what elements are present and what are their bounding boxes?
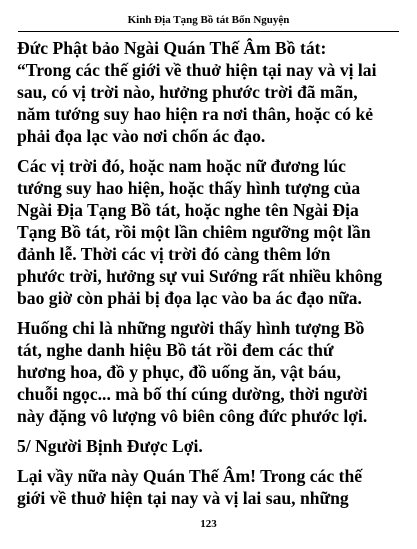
paragraph-1: Đức Phật bảo Ngài Quán Thế Âm Bồ tát: “Trong các thế giới về thuở hiện tại nay và vị lai sau, có vị trời nào, hưởng phước trời đã mãn, năm tướng suy hao hiện ra nơi thân, hoặc có kẻ phải đọa lạc vào nơi chốn ác đạo. xyxy=(17,38,377,146)
page-number: 123 xyxy=(200,518,217,530)
paragraph-4: Lại vầy nữa này Quán Thế Âm! Trong các thế giới về thuở hiện tại nay và vị lai sau, những xyxy=(17,466,363,508)
section-heading: 5/ Người Bịnh Được Lợi. xyxy=(17,436,203,456)
paragraph-3: Huống chi là những người thấy hình tượng Bồ tát, nghe danh hiệu Bồ tát rồi đem các thứ hương hoa, đồ y phục, đồ uống ăn, vật báu, chuỗi ngọc... mà bố thí cúng dường, thời người này đặng vô lượng vô biên công đức phước lợi. xyxy=(17,318,368,426)
running-header: Kinh Địa Tạng Bồ tát Bổn Nguyện xyxy=(127,14,290,26)
body-text xyxy=(17,37,399,517)
header-rule xyxy=(18,31,399,32)
paragraph-2: Các vị trời đó, hoặc nam hoặc nữ đương lúc tướng suy hao hiện, hoặc thấy hình tượng của Ngài Địa Tạng Bồ tát, hoặc nghe tên Ngài Địa Tạng Bồ tát, rồi một lần chiêm ngưỡng một lần đảnh lễ. Thời các vị trời đó càng thêm lớn phước trời, hưởng sự vui Sướng rất nhiều không bao giờ còn phải bị đọa lạc vào ba ác đạo nữa. xyxy=(17,156,383,308)
